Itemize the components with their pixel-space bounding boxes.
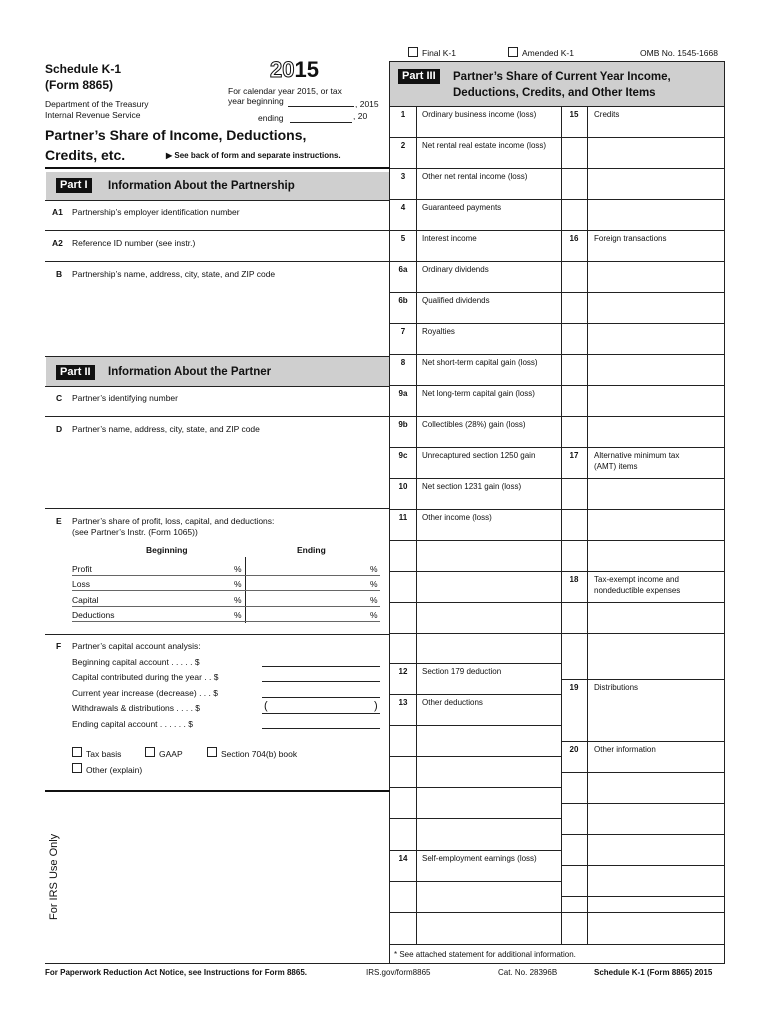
b-code: B bbox=[56, 269, 63, 279]
pct-sign: % bbox=[370, 564, 378, 574]
rule bbox=[390, 61, 725, 62]
part3-right-row-rule bbox=[561, 602, 725, 603]
part3-right-row-rule bbox=[561, 354, 725, 355]
other-explain-checkbox[interactable] bbox=[72, 763, 82, 773]
part3-title-line2: Deductions, Credits, and Other Items bbox=[453, 87, 656, 99]
line-number: 9a bbox=[398, 389, 408, 398]
year-beginning-label: year beginning bbox=[228, 96, 284, 106]
pct-sign: % bbox=[234, 564, 242, 574]
rule bbox=[390, 106, 725, 107]
part3-left-row-rule bbox=[390, 756, 562, 757]
line-label: Interest income bbox=[422, 234, 477, 243]
line-label: Alternative minimum tax bbox=[594, 451, 680, 460]
gaap-checkbox[interactable] bbox=[145, 747, 155, 757]
sec704b-checkbox[interactable] bbox=[207, 747, 217, 757]
dept-treasury: Department of the Treasury bbox=[45, 99, 149, 109]
pct-sign: % bbox=[370, 579, 378, 589]
share-row-deductions: Deductions bbox=[72, 610, 115, 620]
line-label: Unrecaptured section 1250 gain bbox=[422, 451, 536, 460]
tax-year bbox=[270, 58, 319, 82]
rule bbox=[45, 963, 725, 964]
part3-left-row-rule bbox=[390, 416, 562, 417]
partner-id-field[interactable] bbox=[45, 416, 390, 417]
d-label: Partner’s name, address, city, state, and ZIP code bbox=[72, 424, 260, 434]
part3-left-row-rule bbox=[390, 881, 562, 882]
rule bbox=[724, 61, 725, 963]
cap-row-contributed: Capital contributed during the year . . $ bbox=[72, 672, 219, 682]
part3-right-row-rule bbox=[561, 741, 725, 742]
amended-k1-label: Amended K-1 bbox=[522, 48, 574, 58]
part1-tag: Part I bbox=[56, 178, 92, 193]
part3-left-row-rule bbox=[390, 137, 562, 138]
tax-year-century: 20 bbox=[270, 57, 295, 82]
cap-row-ending: Ending capital account . . . . . . $ bbox=[72, 719, 193, 729]
part3-left-row-rule bbox=[390, 354, 562, 355]
rule bbox=[45, 200, 390, 201]
a2-label: Reference ID number (see instr.) bbox=[72, 238, 196, 248]
year-beginning-field[interactable] bbox=[288, 106, 354, 107]
line-number: 9b bbox=[398, 420, 408, 429]
header-rule bbox=[45, 167, 390, 169]
irs-label: Internal Revenue Service bbox=[45, 110, 141, 120]
year-beginning-suffix: , 2015 bbox=[355, 99, 379, 109]
see-back-note: ▶ See back of form and separate instructions. bbox=[166, 151, 341, 160]
loss-field[interactable] bbox=[72, 590, 380, 591]
part3-right-row-rule bbox=[561, 896, 725, 897]
part3-right-row-rule bbox=[561, 447, 725, 448]
pct-sign: % bbox=[234, 579, 242, 589]
part3-right-row-rule bbox=[561, 230, 725, 231]
part3-right-row-rule bbox=[561, 633, 725, 634]
f-label: Partner’s capital account analysis: bbox=[72, 641, 201, 651]
line-number: 18 bbox=[569, 575, 579, 584]
line-number: 11 bbox=[398, 513, 408, 522]
line-label-2: nondeductible expenses bbox=[594, 586, 681, 595]
part3-left-row-rule bbox=[390, 323, 562, 324]
part3-right-row-rule bbox=[561, 137, 725, 138]
line-label: Section 179 deduction bbox=[422, 667, 502, 676]
line-label: Other net rental income (loss) bbox=[422, 172, 528, 181]
part3-left-row-rule bbox=[390, 385, 562, 386]
line-number: 8 bbox=[400, 358, 406, 367]
gaap-label: GAAP bbox=[159, 749, 183, 759]
line-number: 20 bbox=[569, 745, 579, 754]
line-number: 6b bbox=[398, 296, 408, 305]
other-explain-label: Other (explain) bbox=[86, 765, 143, 775]
ein-field[interactable] bbox=[45, 230, 390, 231]
partnership-address-field[interactable] bbox=[45, 280, 389, 356]
form-title-line1: Partner’s Share of Income, Deductions, bbox=[45, 127, 307, 143]
part3-tag: Part III bbox=[398, 69, 440, 84]
pct-sign: % bbox=[370, 595, 378, 605]
part3-left-row-rule bbox=[390, 509, 562, 510]
part3-right-row-rule bbox=[561, 803, 725, 804]
line-label: Credits bbox=[594, 110, 620, 119]
part3-left-row-rule bbox=[390, 478, 562, 479]
part3-right-row-rule bbox=[561, 540, 725, 541]
capital-field[interactable] bbox=[72, 606, 380, 607]
line-label: Guaranteed payments bbox=[422, 203, 502, 212]
rule bbox=[45, 634, 390, 635]
open-paren: ( bbox=[264, 700, 268, 712]
withdrawals-field[interactable] bbox=[262, 713, 380, 714]
beginning-capital-field[interactable] bbox=[262, 666, 380, 667]
line-label: Collectibles (28%) gain (loss) bbox=[422, 420, 526, 429]
current-year-increase-field[interactable] bbox=[262, 697, 380, 698]
profit-field[interactable] bbox=[72, 575, 380, 576]
cap-row-increase: Current year increase (decrease) . . . $ bbox=[72, 688, 218, 698]
part3-right-row-rule bbox=[561, 865, 725, 866]
part3-right-row-rule bbox=[561, 416, 725, 417]
part3-left-row-rule bbox=[390, 292, 562, 293]
part3-left-row-rule bbox=[390, 199, 562, 200]
part3-right-row-rule bbox=[561, 478, 725, 479]
part3-left-row-rule bbox=[390, 168, 562, 169]
part3-left-row-rule bbox=[390, 230, 562, 231]
e-label: Partner’s share of profit, loss, capital, and deductions: bbox=[72, 516, 275, 526]
a1-code: A1 bbox=[52, 207, 63, 217]
part3-title-line1: Partner’s Share of Current Year Income, bbox=[453, 71, 671, 83]
line-label: Other income (loss) bbox=[422, 513, 492, 522]
part3-left-row-rule bbox=[390, 602, 562, 603]
a2-code: A2 bbox=[52, 238, 63, 248]
ending-field[interactable] bbox=[290, 122, 352, 123]
part3-right-row-rule bbox=[561, 679, 725, 680]
line-number: 14 bbox=[398, 854, 408, 863]
d-code: D bbox=[56, 424, 63, 434]
line-number: 9c bbox=[398, 451, 408, 460]
c-label: Partner’s identifying number bbox=[72, 393, 178, 403]
form-name: Schedule K-1 bbox=[45, 62, 122, 76]
line-number: 19 bbox=[569, 683, 579, 692]
part3-left-row-rule bbox=[390, 818, 562, 819]
rule bbox=[45, 386, 390, 387]
part3-right-row-rule bbox=[561, 509, 725, 510]
line-label: Net rental real estate income (loss) bbox=[422, 141, 547, 150]
tax-year-digits: 15 bbox=[294, 57, 319, 82]
share-row-capital: Capital bbox=[72, 595, 99, 605]
line-label: Ordinary dividends bbox=[422, 265, 489, 274]
right-num-col bbox=[587, 106, 588, 944]
part3-left-row-rule bbox=[390, 571, 562, 572]
line-label: Distributions bbox=[594, 683, 639, 692]
amended-k1-checkbox[interactable] bbox=[508, 47, 518, 57]
partner-address-field[interactable] bbox=[45, 436, 389, 508]
line-label: Ordinary business income (loss) bbox=[422, 110, 537, 119]
rule bbox=[390, 944, 725, 945]
line-label: Self-employment earnings (loss) bbox=[422, 854, 537, 863]
part2-title: Information About the Partner bbox=[108, 366, 272, 378]
line-number: 4 bbox=[400, 203, 406, 212]
line-label: Foreign transactions bbox=[594, 234, 667, 243]
form-footer-id: Schedule K-1 (Form 8865) 2015 bbox=[594, 968, 713, 977]
line-number: 15 bbox=[569, 110, 579, 119]
line-number: 2 bbox=[400, 141, 406, 150]
ending-capital-field[interactable] bbox=[262, 728, 380, 729]
line-number: 3 bbox=[400, 172, 406, 181]
pct-sign: % bbox=[234, 610, 242, 620]
cap-row-withdrawals: Withdrawals & distributions . . . . $ bbox=[72, 703, 201, 713]
sec704b-label: Section 704(b) book bbox=[221, 749, 298, 759]
line-label: Tax-exempt income and bbox=[594, 575, 679, 584]
final-k1-checkbox[interactable] bbox=[408, 47, 418, 57]
line-number: 10 bbox=[398, 482, 408, 491]
reference-id-field[interactable] bbox=[45, 261, 390, 262]
part3-left-row-rule bbox=[390, 694, 562, 695]
omb-number: OMB No. 1545-1668 bbox=[640, 48, 718, 58]
line-label: Net short-term capital gain (loss) bbox=[422, 358, 538, 367]
part3-right-row-rule bbox=[561, 323, 725, 324]
part3-right-row-rule bbox=[561, 385, 725, 386]
attached-note: * See attached statement for additional information. bbox=[394, 950, 576, 959]
line-number: 12 bbox=[398, 667, 408, 676]
final-k1-label: Final K-1 bbox=[422, 48, 457, 58]
part3-left-row-rule bbox=[390, 850, 562, 851]
tax-basis-label: Tax basis bbox=[86, 749, 122, 759]
line-label: Net long-term capital gain (loss) bbox=[422, 389, 535, 398]
part3-right-row-rule bbox=[561, 834, 725, 835]
part3-left-row-rule bbox=[390, 261, 562, 262]
form-number: (Form 8865) bbox=[45, 78, 114, 92]
part3-right-row-rule bbox=[561, 571, 725, 572]
part3-right-row-rule bbox=[561, 772, 725, 773]
part3-left-row-rule bbox=[390, 912, 562, 913]
capital-contributed-field[interactable] bbox=[262, 681, 380, 682]
main-divider bbox=[389, 61, 390, 963]
line-number: 5 bbox=[400, 234, 406, 243]
rule bbox=[45, 508, 390, 509]
line-number: 6a bbox=[398, 265, 408, 274]
share-row-loss: Loss bbox=[72, 579, 90, 589]
pct-sign: % bbox=[234, 595, 242, 605]
part3-left-row-rule bbox=[390, 663, 562, 664]
part3-left-row-rule bbox=[390, 725, 562, 726]
ending-header: Ending bbox=[297, 545, 326, 555]
c-code: C bbox=[56, 393, 63, 403]
calendar-year-text: For calendar year 2015, or tax bbox=[228, 86, 342, 96]
part2-tag: Part II bbox=[56, 365, 95, 380]
f-code: F bbox=[56, 641, 62, 651]
e-sublabel: (see Partner’s Instr. (Form 1065)) bbox=[72, 527, 198, 537]
line-number: 16 bbox=[569, 234, 579, 243]
line-label: Net section 1231 gain (loss) bbox=[422, 482, 522, 491]
e-code: E bbox=[56, 516, 62, 526]
b-label: Partnership’s name, address, city, state, and ZIP code bbox=[72, 269, 276, 279]
part3-right-row-rule bbox=[561, 199, 725, 200]
ending-label: ending bbox=[258, 113, 284, 123]
part3-left-row-rule bbox=[390, 787, 562, 788]
line-number: 17 bbox=[569, 451, 579, 460]
part3-left-row-rule bbox=[390, 540, 562, 541]
cat-number: Cat. No. 28396B bbox=[498, 968, 558, 977]
line-label: Royalties bbox=[422, 327, 455, 336]
part3-left-row-rule bbox=[390, 447, 562, 448]
form-title-line2: Credits, etc. bbox=[45, 147, 126, 163]
irs-use-only: For IRS Use Only bbox=[48, 833, 60, 920]
line-label: Other deductions bbox=[422, 698, 483, 707]
rule bbox=[45, 790, 390, 792]
ending-suffix: , 20 bbox=[353, 111, 368, 121]
pct-sign: % bbox=[370, 610, 378, 620]
irs-url: IRS.gov/form8865 bbox=[366, 968, 431, 977]
line-number: 13 bbox=[398, 698, 408, 707]
share-row-profit: Profit bbox=[72, 564, 92, 574]
line-label: Other information bbox=[594, 745, 656, 754]
part3-left-row-rule bbox=[390, 633, 562, 634]
close-paren: ) bbox=[374, 700, 378, 712]
part1-title: Information About the Partnership bbox=[108, 180, 295, 192]
cap-row-beginning: Beginning capital account . . . . . $ bbox=[72, 657, 200, 667]
line-label-2: (AMT) items bbox=[594, 462, 638, 471]
deductions-field[interactable] bbox=[72, 621, 380, 622]
line-number: 7 bbox=[400, 327, 406, 336]
line-number: 1 bbox=[400, 110, 406, 119]
paperwork-notice: For Paperwork Reduction Act Notice, see Instructions for Form 8865. bbox=[45, 968, 307, 977]
a1-label: Partnership’s employer identification number bbox=[72, 207, 240, 217]
part3-right-row-rule bbox=[561, 168, 725, 169]
part3-right-row-rule bbox=[561, 261, 725, 262]
part3-right-row-rule bbox=[561, 292, 725, 293]
tax-basis-checkbox[interactable] bbox=[72, 747, 82, 757]
line-label: Qualified dividends bbox=[422, 296, 490, 305]
beginning-header: Beginning bbox=[146, 545, 188, 555]
part3-right-row-rule bbox=[561, 912, 725, 913]
part3-header-bg bbox=[390, 62, 724, 106]
